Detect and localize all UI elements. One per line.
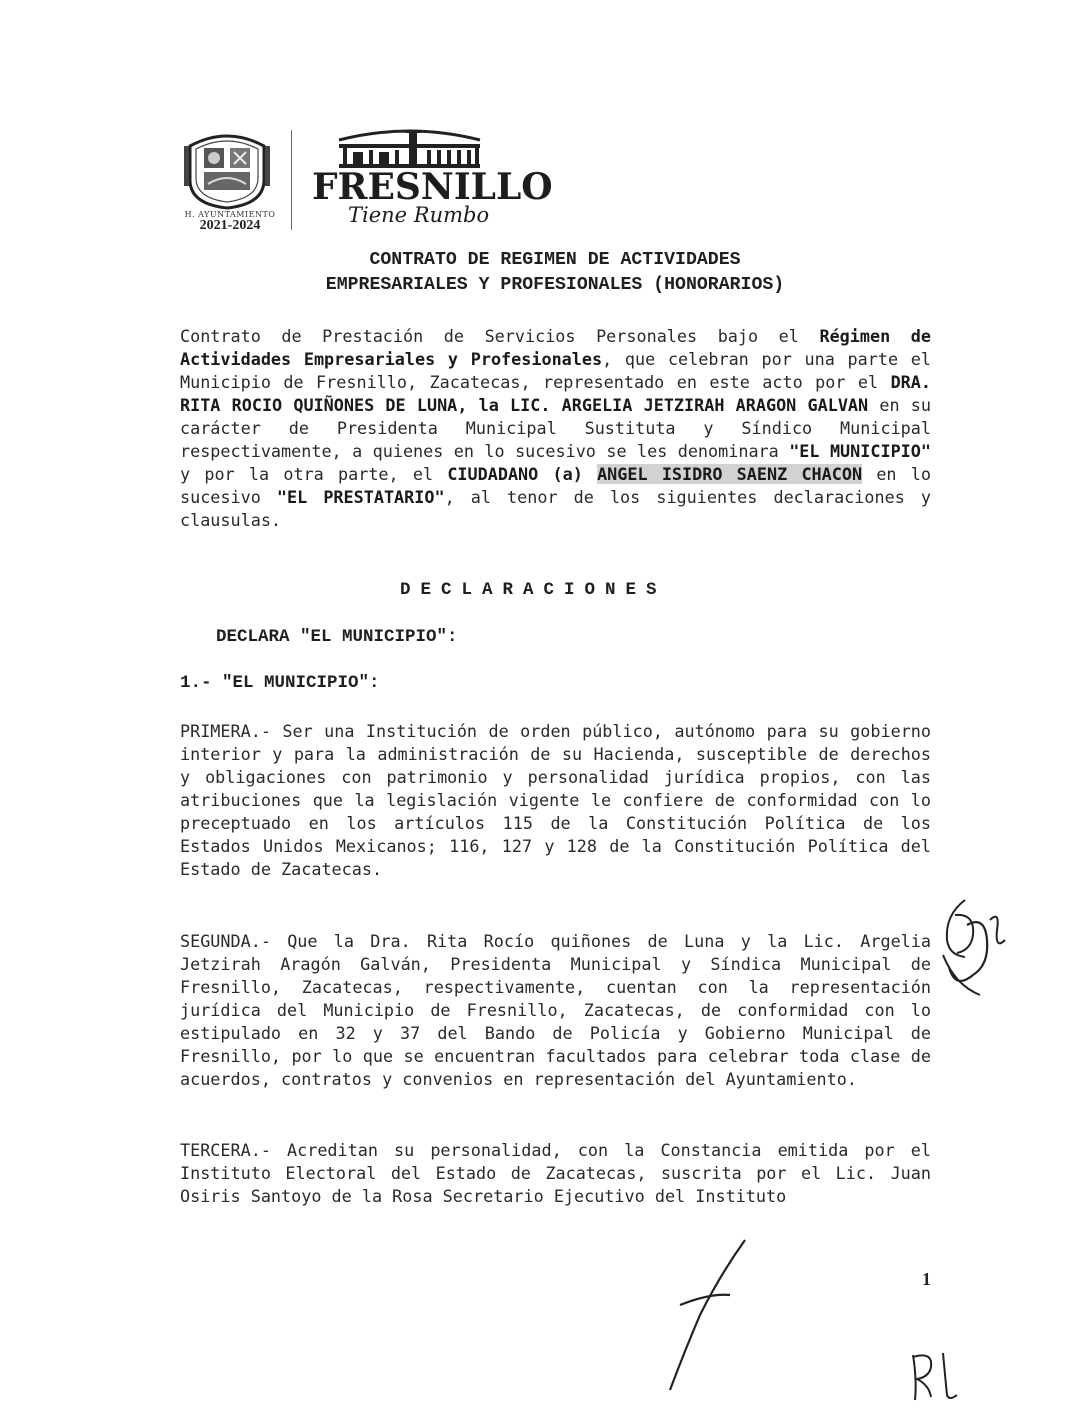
intro-text-1: Contrato de Prestación de Servicios Personales bajo el: [180, 326, 820, 346]
building-logo-icon: [337, 126, 482, 168]
intro-text-2: , que celebran por una parte el Municipio de Fresnillo, Zacatecas, representado en este acto por el: [180, 349, 932, 392]
clause-segunda: SEGUNDA.- Que la Dra. Rita Rocío quiñones de Luna y la Lic. Argelia Jetzirah Aragón Galván, Presidenta Municipal y Síndica Municipal de Fresnillo, Zacatecas, respectivamente, cuentan con la representación jurídica del Municipio de Fresnillo, Zacatecas, de conformidad con lo estipulado en 32 y 37 del Bando de Policía y Gobierno Municipal de Fresnillo, por lo que se encuentran facultados para celebrar toda clase de acuerdos, contratos y convenios en representación del Ayuntamiento.: [180, 931, 931, 1089]
page-number: 1: [922, 1269, 931, 1289]
municipal-seal-icon: [182, 128, 272, 210]
item-1-heading: 1.- "EL MUNICIPIO":: [180, 673, 380, 693]
clause-primera: PRIMERA.- Ser una Institución de orden público, autónomo para su gobierno interior y para la administración de su Hacienda, susceptible de derechos y obligaciones con patrimonio y personalidad jurídica propios, con las atribuciones que la legislación vigente le confiere de conformidad con lo preceptuado en los artículos 115 de la Constitución Política de los Estados Unidos Mexicanos; 116, 127 y 128 de la Constitución Política del Estado de Zacatecas.: [180, 721, 931, 879]
intro-text-4: y por la otra parte, el: [180, 464, 448, 484]
ayuntamiento-label: H. AYUNTAMIENTO: [184, 210, 276, 219]
intro-text-3: en su carácter de Presidenta Municipal Sustituta y Síndico Municipal respectivamente, a quienes en lo sucesivo se les denominara: [180, 395, 931, 461]
intro-paragraph: [180, 325, 931, 532]
margin-signature-icon: [935, 895, 1015, 1005]
intro-bold-el-prestatario: "EL PRESTATARIO": [276, 487, 445, 507]
intro-bold-regimen: Régimen de Actividades Empresariales y Profesionales: [180, 326, 931, 369]
intro-bold-ciudadano: CIUDADANO (a): [447, 464, 583, 484]
intro-bold-representatives: DRA. RITA ROCIO QUIÑONES DE LUNA, la LIC. ARGELIA JETZIRAH ARAGON GALVAN: [180, 372, 931, 415]
logo-divider: [291, 130, 292, 230]
bottom-signature-icon: [660, 1235, 760, 1395]
declaraciones-heading: DECLARACIONES: [400, 580, 667, 600]
ayuntamiento-years: 2021-2024: [199, 218, 261, 233]
intro-text-6: en lo sucesivo: [180, 464, 931, 507]
intro-text-5: [583, 464, 597, 484]
intro-text-7: , al tenor de los siguientes declaraciones y clausulas.: [180, 487, 931, 530]
contract-title-line-1: CONTRATO DE REGIMEN DE ACTIVIDADES: [369, 250, 741, 270]
brand-name: FRESNILLO: [312, 166, 553, 208]
declara-municipio-heading: DECLARA "EL MUNICIPIO":: [216, 627, 458, 647]
intro-bold-el-municipio: "EL MUNICIPIO": [789, 441, 931, 461]
clause-tercera: TERCERA.- Acreditan su personalidad, con la Constancia emitida por el Instituto Electoral del Estado de Zacatecas, suscrita por el Lic. Juan Osiris Santoyo de la Rosa Secretario Ejecutivo del Instituto: [180, 1140, 931, 1206]
initials-icon: [905, 1345, 965, 1405]
contract-title-line-2: EMPRESARIALES Y PROFESIONALES (HONORARIOS): [325, 275, 785, 295]
brand-tagline: Tiene Rumbo: [348, 203, 490, 227]
prestatario-name-highlight: ANGEL ISIDRO SAENZ CHACON: [597, 464, 863, 484]
